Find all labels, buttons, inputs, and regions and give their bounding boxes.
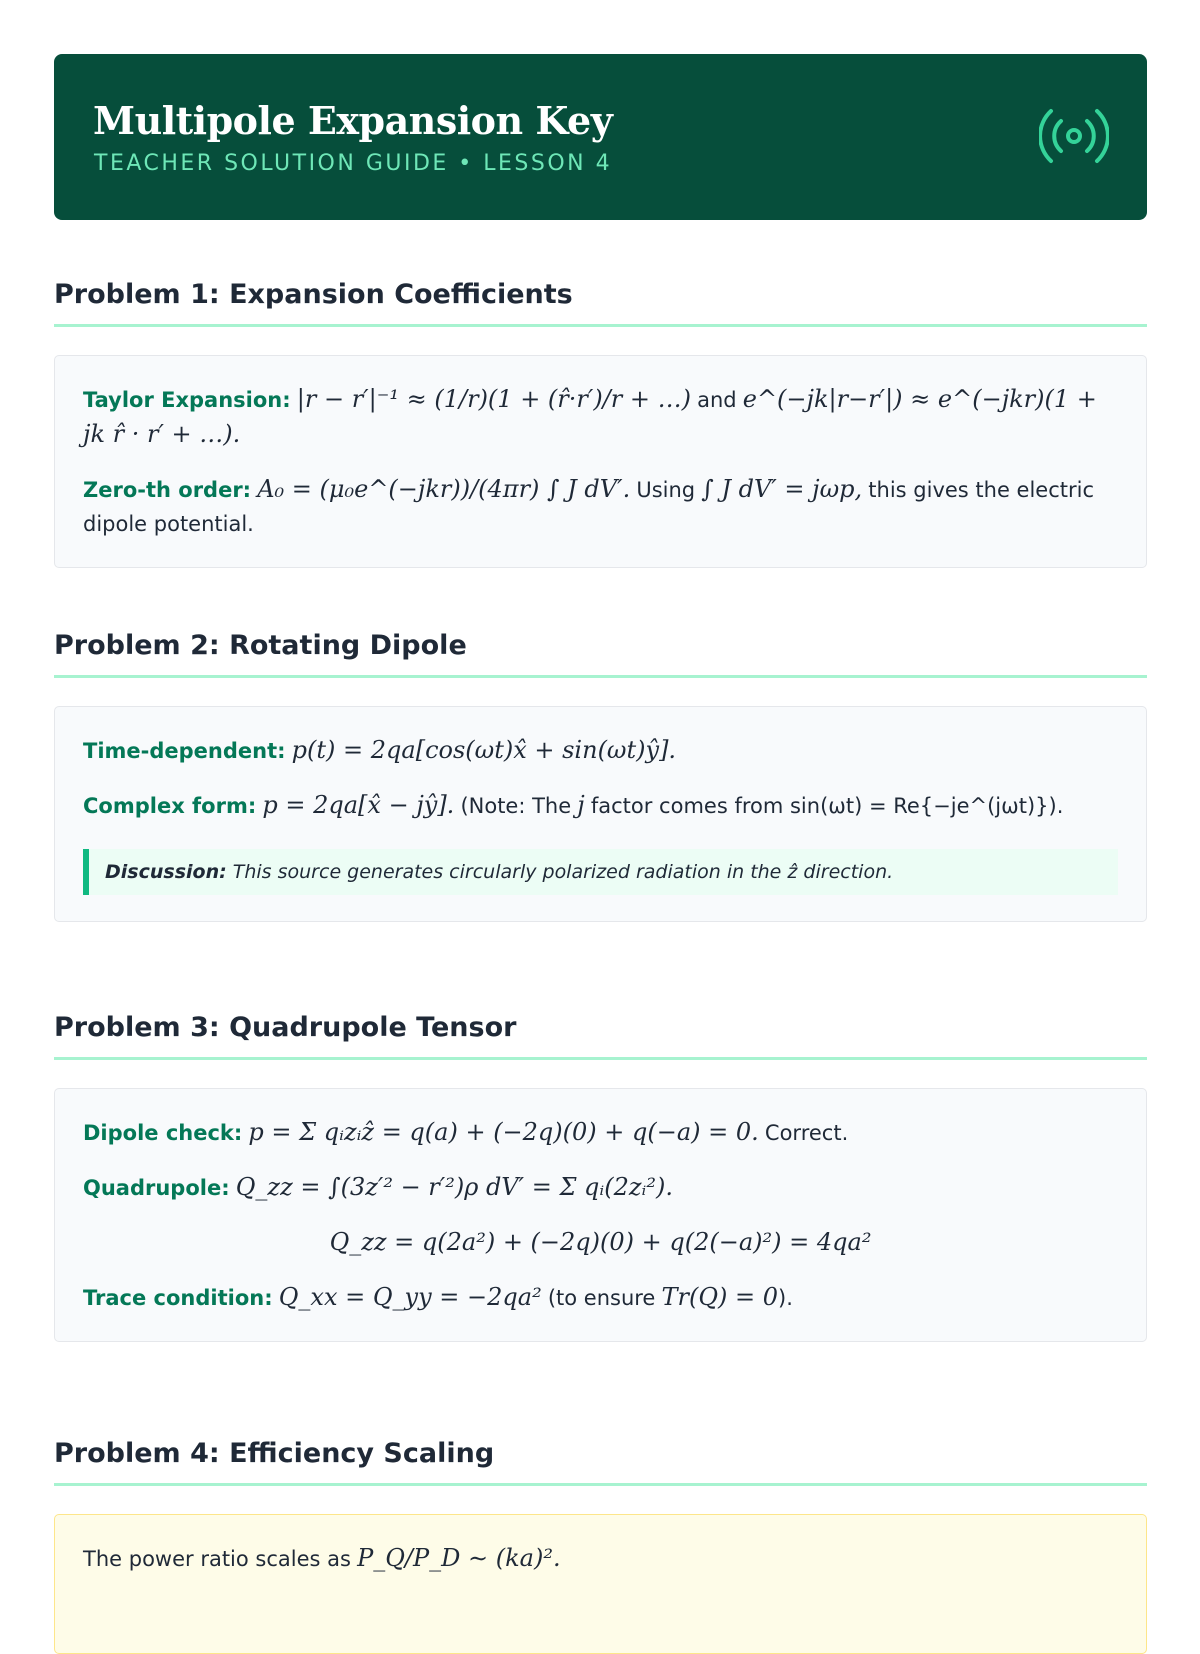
line-label: Dipole check: [83, 1121, 243, 1145]
line-text: ). [778, 1286, 793, 1310]
equation: ∫ J dV′ = jωp, [701, 475, 863, 503]
equation: e^(−jk|r−r′|) ≈ e^(−jkr)(1 + jk r̂ · r′ + …). [83, 385, 1097, 448]
equation: |r − r′|⁻¹ ≈ (1/r)(1 + (r̂·r′)/r + …) [296, 385, 691, 413]
line-text: factor comes from sin(ωt) = Re{−je^(jωt)}). [590, 794, 1064, 818]
solution-line [83, 733, 1118, 768]
solution-line [83, 1170, 1118, 1205]
equation: p(t) = 2qa[cos(ωt)x̂ + sin(ωt)ŷ]. [291, 736, 677, 764]
section-title: Problem 2: Rotating Dipole [54, 630, 1147, 678]
line-label: Trace condition: [83, 1286, 273, 1310]
solution-line [83, 1541, 1118, 1576]
line-text: (Note: The [460, 794, 572, 818]
problem-4-card [54, 1514, 1147, 1654]
section-title: Problem 4: Efficiency Scaling [54, 1438, 1147, 1486]
solution-line [83, 472, 1118, 541]
discussion-callout [83, 849, 1118, 895]
equation: Q_zz = q(2a²) + (−2q)(0) + q(2(−a)²) = 4qa² [329, 1228, 872, 1256]
equation: A₀ = (μ₀e^(−jkr))/(4πr) ∫ J dV′. [257, 475, 631, 503]
equation: Q_xx = Q_yy = −2qa² [278, 1283, 542, 1311]
section-title: Problem 1: Expansion Coefficients [54, 279, 1147, 327]
problem-3-card [54, 1088, 1147, 1342]
page-title: Multipole Expansion Key [93, 98, 613, 143]
discussion-label: Discussion: [105, 861, 227, 883]
problem-4-section [54, 1438, 1147, 1654]
solution-line [83, 1115, 1118, 1150]
line-text: Correct. [764, 1121, 849, 1145]
line-text: Using [636, 478, 696, 502]
page-subtitle: TEACHER SOLUTION GUIDE • LESSON 4 [94, 151, 613, 176]
discussion-text: This source generates circularly polarized radiation in the ẑ direction. [232, 861, 894, 883]
section-title: Problem 3: Quadrupole Tensor [54, 1012, 1147, 1060]
line-label: Taylor Expansion: [83, 388, 291, 412]
line-text: The power ratio scales as [83, 1547, 351, 1571]
equation: Tr(Q) = 0 [661, 1283, 779, 1311]
line-text: and [697, 388, 737, 412]
line-label: Zero-th order: [83, 478, 252, 502]
broadcast-signal-icon [1039, 106, 1109, 166]
line-label: Quadrupole: [83, 1176, 230, 1200]
solution-line [83, 788, 1118, 823]
solution-line [83, 382, 1118, 452]
centered-equation [83, 1225, 1118, 1260]
header-banner [54, 54, 1147, 220]
problem-3-section [54, 1012, 1147, 1342]
equation: P_Q/P_D ∼ (ka)². [357, 1544, 561, 1572]
problem-2-card [54, 706, 1147, 922]
problem-1-section [54, 279, 1147, 568]
equation: p = 2qa[x̂ − jŷ]. [262, 791, 455, 819]
line-label: Complex form: [83, 794, 257, 818]
line-label: Time-dependent: [83, 739, 286, 763]
problem-2-section [54, 630, 1147, 922]
equation: j [577, 791, 585, 819]
line-text: (to ensure [547, 1286, 656, 1310]
solution-line [83, 1280, 1118, 1315]
problem-1-card [54, 355, 1147, 568]
line-text: this gives the electric dipole potential. [83, 478, 1095, 536]
equation: Q_zz = ∫(3z′² − r′²)ρ dV′ = Σ qᵢ(2zᵢ²). [235, 1173, 673, 1201]
equation: p = Σ qᵢzᵢẑ = q(a) + (−2q)(0) + q(−a) = 0. [248, 1118, 759, 1146]
